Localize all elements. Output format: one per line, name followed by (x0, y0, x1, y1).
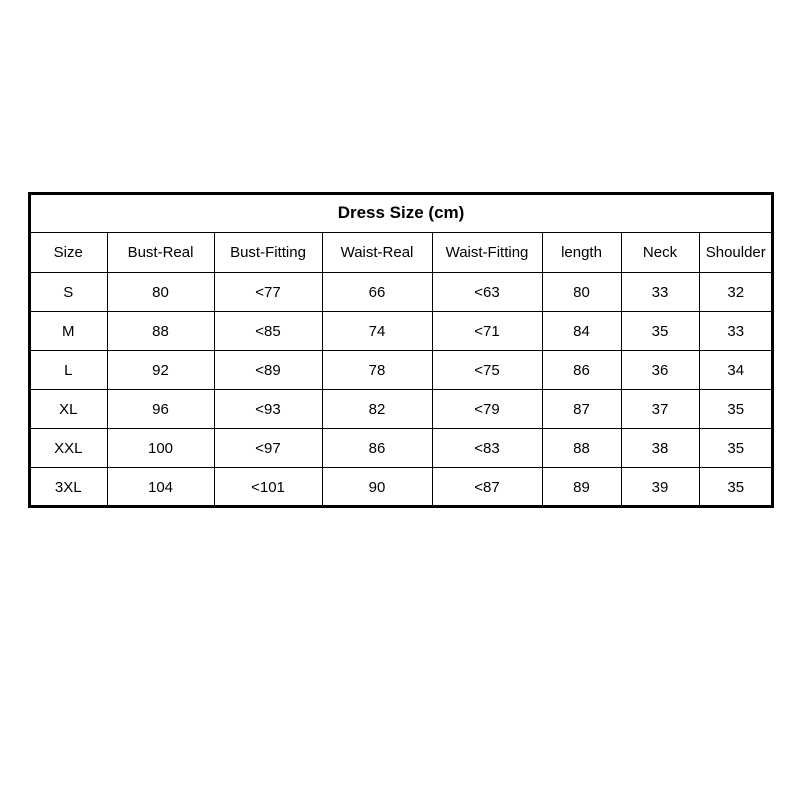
table-title: Dress Size (cm) (29, 193, 773, 233)
measurement-cell: 78 (322, 351, 432, 390)
measurement-cell: 38 (621, 429, 699, 468)
measurement-cell: 80 (107, 273, 214, 312)
measurement-cell: <93 (214, 390, 322, 429)
measurement-cell: 88 (107, 312, 214, 351)
measurement-cell: 86 (542, 351, 621, 390)
measurement-cell: 104 (107, 468, 214, 508)
table-row-3xl (29, 468, 773, 508)
size-chart-container (28, 192, 772, 508)
column-header-waist-real: Waist-Real (322, 233, 432, 273)
measurement-cell: <63 (432, 273, 542, 312)
column-header-neck: Neck (621, 233, 699, 273)
table-row-l (29, 351, 773, 390)
measurement-cell: 33 (621, 273, 699, 312)
size-label-cell: S (29, 273, 107, 312)
measurement-cell: <89 (214, 351, 322, 390)
measurement-cell: 35 (699, 468, 773, 508)
size-label-cell: L (29, 351, 107, 390)
measurement-cell: 35 (621, 312, 699, 351)
measurement-cell: 34 (699, 351, 773, 390)
measurement-cell: 35 (699, 429, 773, 468)
table-row-s (29, 273, 773, 312)
measurement-cell: 80 (542, 273, 621, 312)
size-label-cell: M (29, 312, 107, 351)
column-header-waist-fitting: Waist-Fitting (432, 233, 542, 273)
measurement-cell: <77 (214, 273, 322, 312)
column-header-shoulder: Shoulder (699, 233, 773, 273)
measurement-cell: 86 (322, 429, 432, 468)
measurement-cell: <85 (214, 312, 322, 351)
measurement-cell: 96 (107, 390, 214, 429)
size-chart-table (28, 192, 774, 508)
table-row-xl (29, 390, 773, 429)
measurement-cell: 35 (699, 390, 773, 429)
measurement-cell: 88 (542, 429, 621, 468)
measurement-cell: <83 (432, 429, 542, 468)
measurement-cell: 92 (107, 351, 214, 390)
size-label-cell: 3XL (29, 468, 107, 508)
measurement-cell: <71 (432, 312, 542, 351)
measurement-cell: 89 (542, 468, 621, 508)
measurement-cell: <101 (214, 468, 322, 508)
measurement-cell: 82 (322, 390, 432, 429)
measurement-cell: <97 (214, 429, 322, 468)
table-header-row (29, 233, 773, 273)
measurement-cell: 100 (107, 429, 214, 468)
measurement-cell: 39 (621, 468, 699, 508)
measurement-cell: 87 (542, 390, 621, 429)
measurement-cell: <79 (432, 390, 542, 429)
table-row-m (29, 312, 773, 351)
column-header-bust-fitting: Bust-Fitting (214, 233, 322, 273)
size-label-cell: XL (29, 390, 107, 429)
column-header-bust-real: Bust-Real (107, 233, 214, 273)
measurement-cell: <75 (432, 351, 542, 390)
measurement-cell: <87 (432, 468, 542, 508)
measurement-cell: 74 (322, 312, 432, 351)
table-title-row (29, 193, 773, 233)
measurement-cell: 66 (322, 273, 432, 312)
measurement-cell: 84 (542, 312, 621, 351)
table-row-xxl (29, 429, 773, 468)
measurement-cell: 32 (699, 273, 773, 312)
measurement-cell: 36 (621, 351, 699, 390)
measurement-cell: 37 (621, 390, 699, 429)
measurement-cell: 90 (322, 468, 432, 508)
measurement-cell: 33 (699, 312, 773, 351)
size-label-cell: XXL (29, 429, 107, 468)
column-header-length: length (542, 233, 621, 273)
column-header-size: Size (29, 233, 107, 273)
